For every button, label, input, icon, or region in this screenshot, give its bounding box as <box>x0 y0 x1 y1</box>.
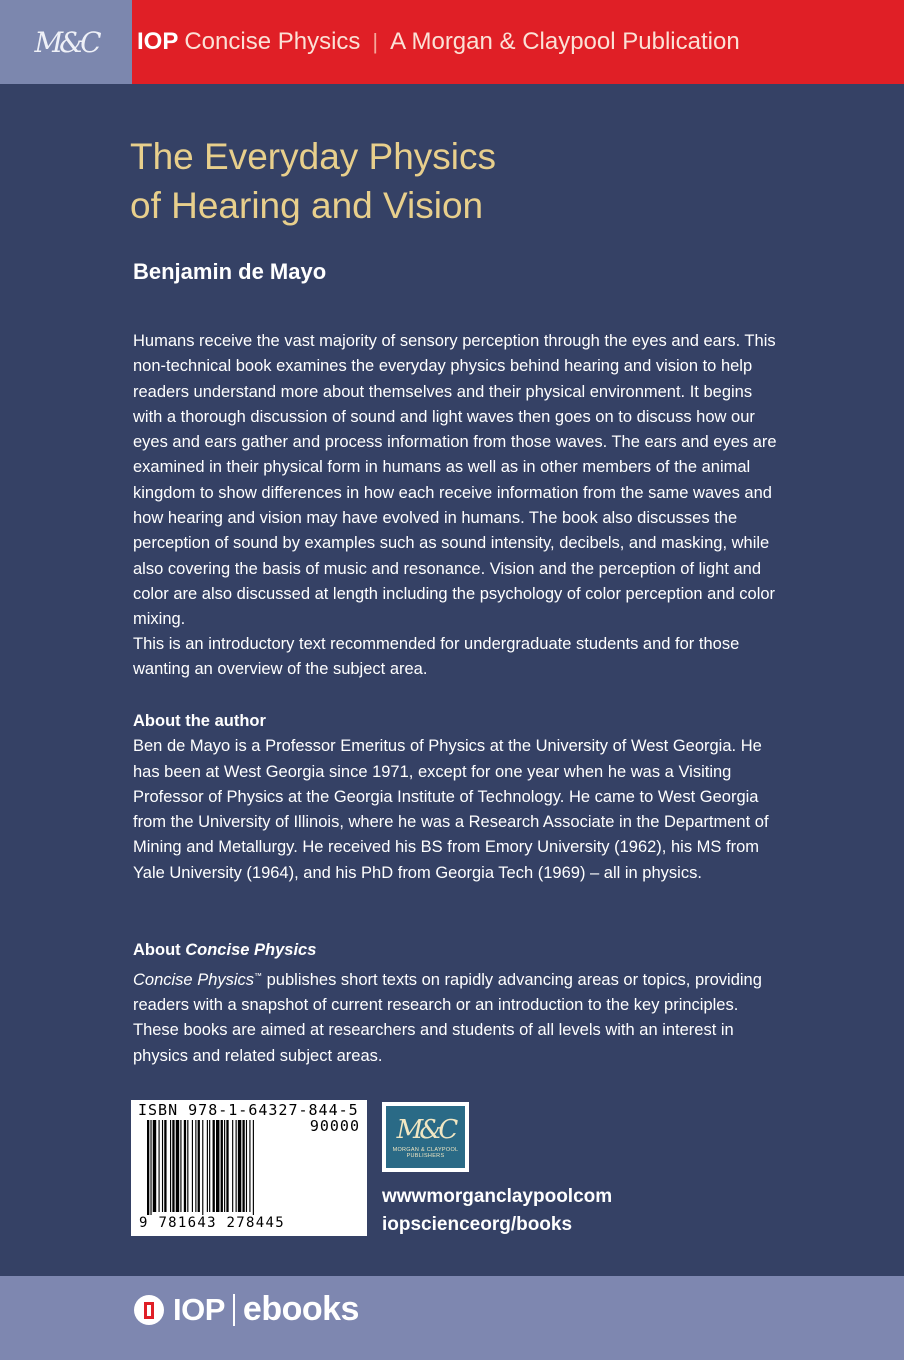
about-series-section <box>133 938 783 1069</box>
publisher-logo-name <box>393 1147 459 1159</box>
barcode-bar <box>253 1120 254 1220</box>
description-paragraph-1: Humans receive the vast majority of sensory perception through the eyes and ears. This non-technical book examines the everyday physics behind hearing and vision to help readers understand more about themselves and their physical environment. It begins with a thorough discussion of sound and light waves then goes on to discuss how our eyes and ears gather and process information from those waves. The ears and eyes are examined in their physical form in humans as well as in other members of the animal kingdom to show differences in how each receive information from the same waves and how hearing and vision may have evolved in humans. The book also discusses the perception of sound by examples such as sound intensity, decibels, and masking, while also covering the basis of music and resonance. Vision and the perception of light and color are also discussed at length including the psychology of color perception and color mixing. <box>133 332 777 629</box>
barcode-bar <box>176 1120 179 1212</box>
barcode-bar <box>236 1120 237 1212</box>
barcode-bar <box>170 1120 171 1212</box>
iopscience-url[interactable]: iopscienceorg/books <box>382 1214 573 1235</box>
barcode-bar <box>198 1120 200 1212</box>
barcode-bar <box>249 1120 250 1212</box>
barcode-bar <box>180 1120 181 1212</box>
barcode-bar <box>184 1120 186 1212</box>
series-separator: | <box>372 29 379 54</box>
title-line-2: of Hearing and Vision <box>130 185 484 226</box>
barcode-bar <box>172 1120 174 1212</box>
series-line <box>137 28 740 56</box>
barcode-bars <box>147 1120 287 1220</box>
isbn-barcode <box>131 1100 367 1236</box>
about-series-heading <box>133 938 783 963</box>
footer-iop: IOP <box>173 1291 225 1327</box>
description-paragraph-2: This is an introductory text recommended for undergraduate students and for those wanting an overview of the subject area. <box>133 635 740 679</box>
series-name: Concise Physics <box>184 28 361 55</box>
book-author: Benjamin de Mayo <box>133 259 327 284</box>
iop-circle-icon <box>133 1294 165 1326</box>
series-publication: A Morgan & Claypool Publication <box>390 28 740 55</box>
barcode-bar <box>195 1120 196 1212</box>
barcode-bar <box>159 1120 160 1212</box>
barcode-bar <box>209 1120 210 1212</box>
ean-digits: 9 781643 278445 <box>139 1215 285 1231</box>
iop-ebooks-logo <box>133 1290 359 1329</box>
about-series-name: Concise Physics <box>133 970 255 989</box>
barcode-bar <box>232 1120 233 1212</box>
isbn-number: ISBN 978-1-64327-844-5 <box>138 1101 359 1119</box>
barcode-bar <box>246 1120 247 1212</box>
mc-logo: M&C <box>34 25 98 59</box>
title-line-1: The Everyday Physics <box>130 136 497 177</box>
mc-logo-block <box>0 0 132 84</box>
about-series-body: publishes short texts on rapidly advancing areas or topics, providing readers with a snapshot of current research or an introduction to the key principles. These books are aimed at researchers and students of all levels with an interest in physics and related subject areas. <box>133 970 762 1065</box>
series-banner <box>132 0 904 84</box>
barcode-bar <box>221 1120 223 1212</box>
barcode-bar <box>202 1120 203 1220</box>
barcode-bar <box>216 1120 219 1212</box>
about-series-heading-prefix: About <box>133 941 186 959</box>
about-series-heading-name: Concise Physics <box>185 941 317 959</box>
series-iop: IOP <box>137 28 179 55</box>
barcode-bar <box>153 1120 156 1212</box>
trademark-symbol: ™ <box>254 971 263 981</box>
publisher-url[interactable]: wwwmorganclaypoolcom <box>382 1186 613 1207</box>
publisher-logo-name-1: MORGAN & CLAYPOOL <box>392 1147 459 1153</box>
barcode-bar <box>147 1120 149 1220</box>
about-author-text: Ben de Mayo is a Professor Emeritus of Physics at the University of West Georgia. He has been at West Georgia since 1971, except for one year when he was a Visiting Professor of Physics at the Georgia Institute of Technology. He came to West Georgia from the University of Illinois, where he was a Research Associate in the Department of Mining and Metallurgy. He received his BS from Emory University (1962), his MS from Yale University (1964), and his PhD from Georgia Tech (1969) – all in physics. <box>133 737 769 882</box>
about-author-heading: About the author <box>133 712 266 730</box>
publisher-logo-mark: M&C <box>396 1115 455 1145</box>
about-series-text <box>133 971 762 1065</box>
barcode-bar <box>207 1120 208 1212</box>
header-bar <box>0 0 904 84</box>
barcode-bar <box>213 1120 215 1212</box>
about-author-section <box>133 709 783 886</box>
book-title <box>130 132 830 230</box>
morgan-claypool-logo <box>382 1102 469 1172</box>
barcode-bar <box>226 1120 228 1212</box>
barcode-bar <box>187 1120 188 1212</box>
publisher-logo-inner <box>386 1106 465 1168</box>
footer-ebooks: ebooks <box>242 1290 359 1328</box>
footer-divider <box>233 1294 235 1326</box>
barcode-bar <box>150 1120 151 1220</box>
barcode-bar <box>238 1120 241 1212</box>
barcode-bar <box>224 1120 225 1212</box>
barcode-bar <box>192 1120 193 1212</box>
publisher-logo-name-2: PUBLISHERS <box>406 1153 445 1159</box>
price-code: 90000 <box>309 1117 360 1135</box>
barcode-bar <box>164 1120 166 1212</box>
barcode-bar <box>162 1120 163 1212</box>
barcode-bar <box>242 1120 244 1212</box>
